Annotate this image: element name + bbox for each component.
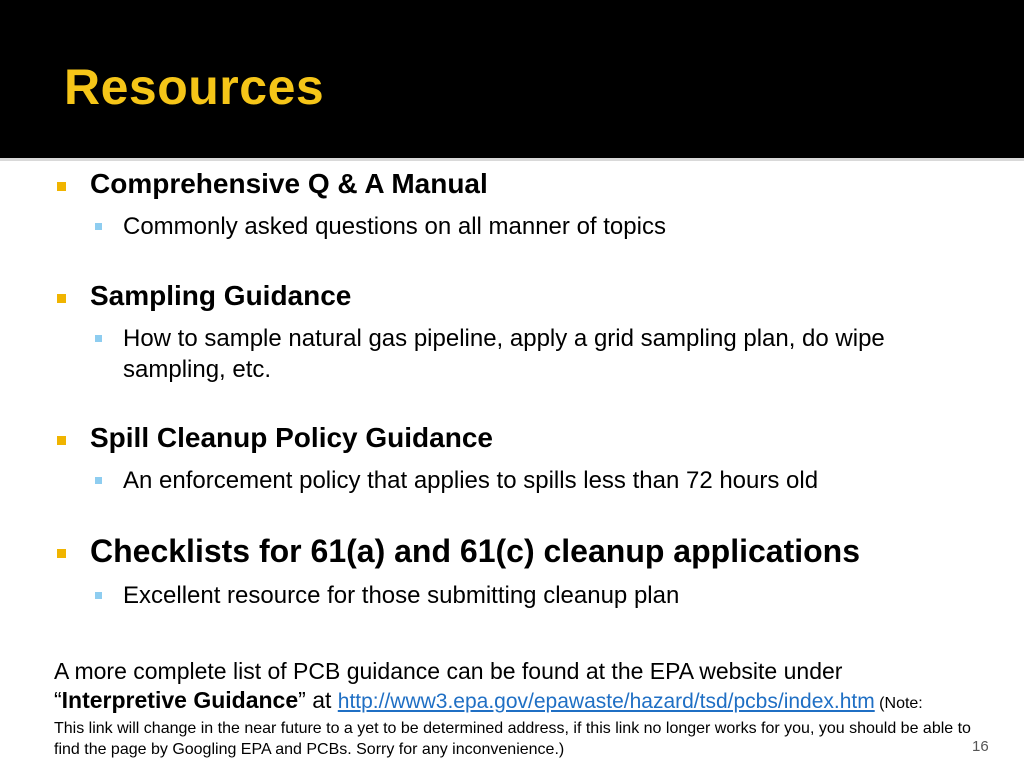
bullet-heading-checklists: Checklists for 61(a) and 61(c) cleanup applications bbox=[90, 533, 860, 569]
sub-bullet-square-icon bbox=[95, 335, 102, 342]
sub-bullet-square-icon bbox=[95, 223, 102, 230]
footer-line-2 bbox=[54, 686, 984, 718]
bullet-heading-spill-cleanup: Spill Cleanup Policy Guidance bbox=[90, 422, 493, 453]
bullet-text-qa-manual: Commonly asked questions on all manner of topics bbox=[123, 213, 666, 240]
bullet-heading-sampling: Sampling Guidance bbox=[90, 280, 352, 311]
interpretive-guidance-term: Interpretive Guidance bbox=[61, 687, 299, 713]
footer-note bbox=[54, 657, 984, 760]
header-divider bbox=[0, 158, 1024, 161]
bullet-square-icon bbox=[57, 436, 66, 445]
bullet-text-spill-cleanup: An enforcement policy that applies to spills less than 72 hours old bbox=[123, 467, 819, 494]
sub-bullet-square-icon bbox=[95, 592, 102, 599]
bullet-square-icon bbox=[57, 294, 66, 303]
bullet-square-icon bbox=[57, 549, 66, 558]
epa-pcb-link[interactable]: http://www3.epa.gov/epawaste/hazard/tsd/pcbs/index.htm bbox=[337, 690, 875, 713]
page-number: 16 bbox=[972, 738, 989, 755]
quote-open: “ bbox=[54, 687, 62, 713]
bullet-square-icon bbox=[57, 182, 66, 191]
footer-line-1: A more complete list of PCB guidance can be found at the EPA website under bbox=[54, 658, 843, 684]
bullet-text-sampling: How to sample natural gas pipeline, apply a grid sampling plan, do wipe sampling, etc. bbox=[123, 325, 885, 383]
footer-note-text: This link will change in the near future to a yet to be determined address, if this link no longer works for you, you should be able to find the page by Googling EPA and PCBs. Sorry for any inconvenience.) bbox=[54, 720, 971, 758]
slide-title: Resources bbox=[64, 59, 325, 115]
bullet-text-checklists: Excellent resource for those submitting cleanup plan bbox=[123, 582, 680, 609]
note-start: (Note: bbox=[874, 695, 923, 712]
sub-bullet-square-icon bbox=[95, 477, 102, 484]
bullet-heading-qa-manual: Comprehensive Q & A Manual bbox=[90, 168, 488, 199]
quote-close: ” at bbox=[298, 687, 338, 713]
